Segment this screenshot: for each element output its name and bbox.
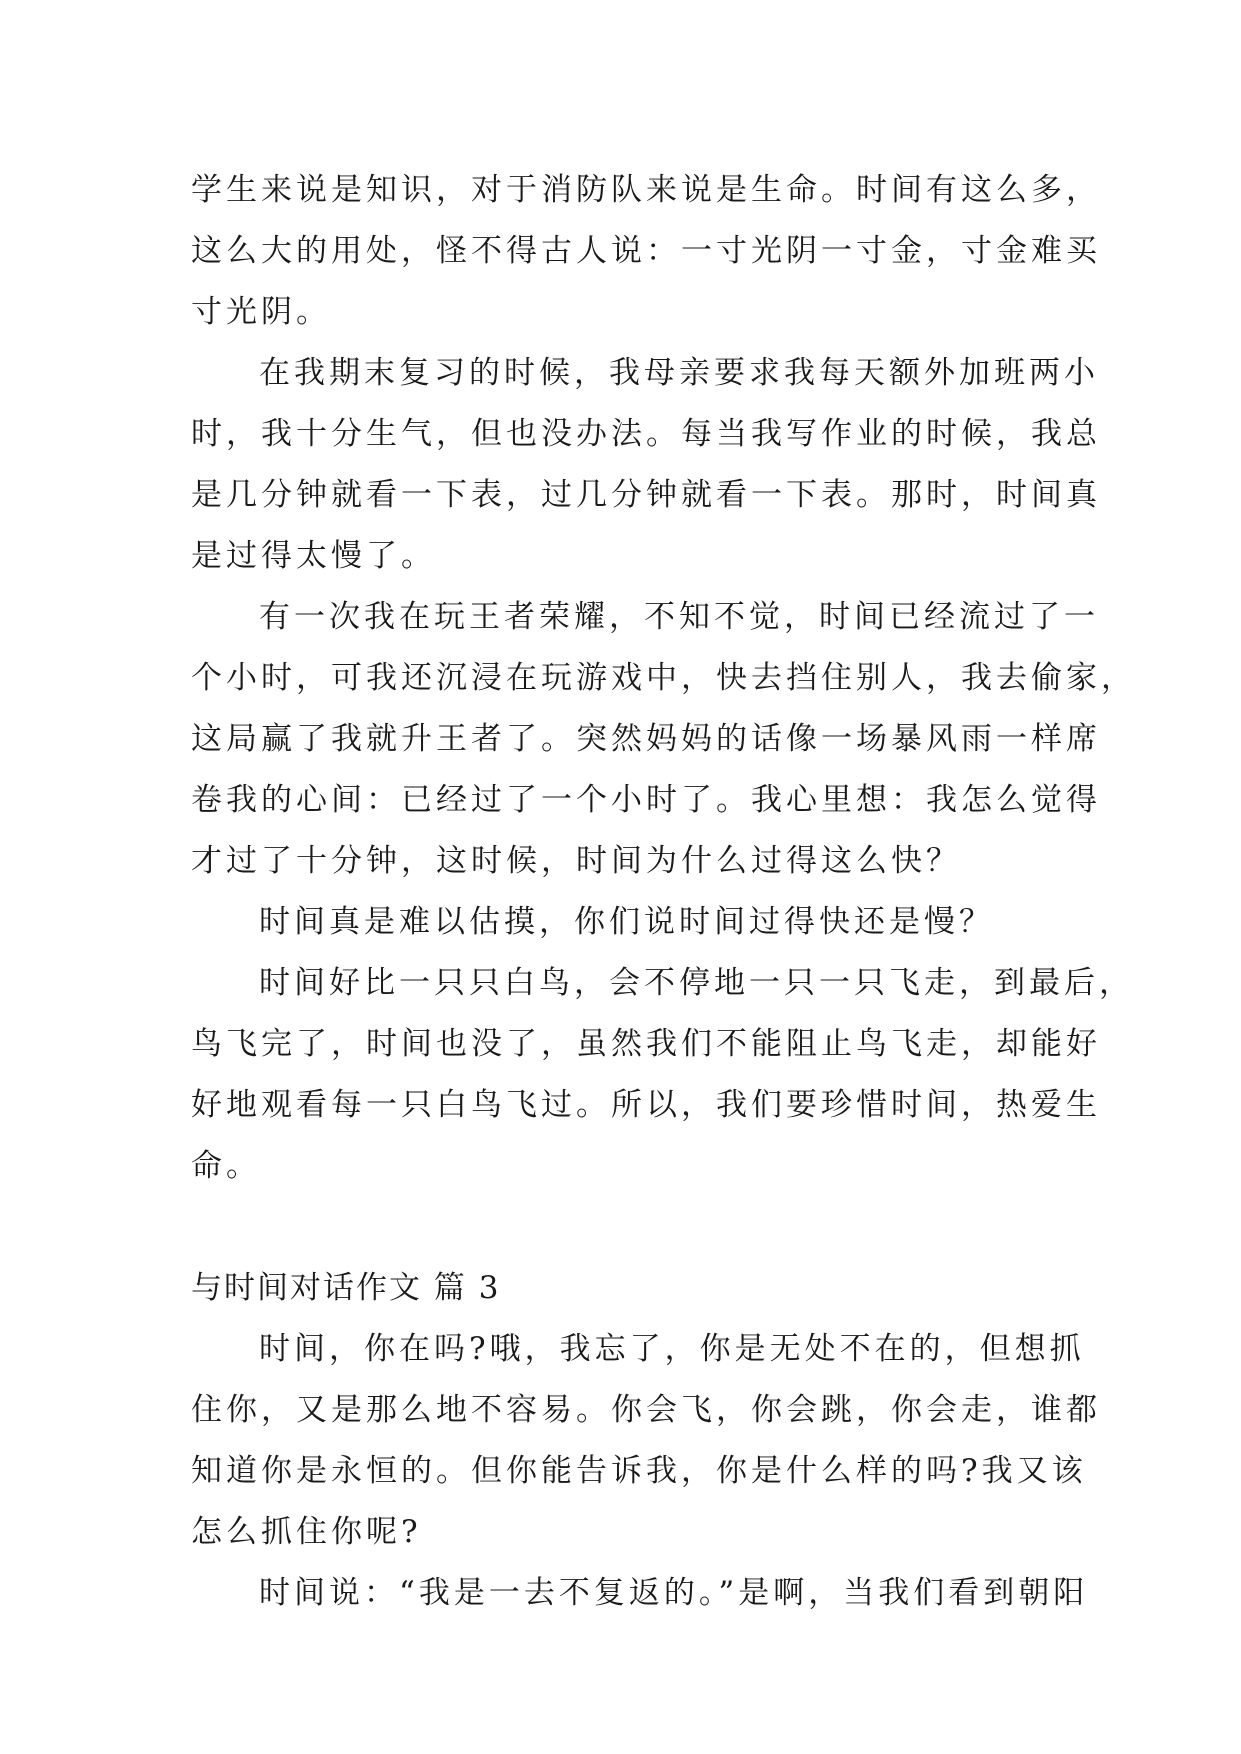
text-line: 这么大的用处，怪不得古人说：一寸光阴一寸金，寸金难买 [191, 233, 1101, 269]
essay-text [191, 160, 1136, 1624]
text-line: 这局赢了我就升王者了。突然妈妈的话像一场暴风雨一样席 [191, 721, 1101, 757]
text-line: 怎么抓住你呢? [191, 1514, 422, 1550]
text-line: 住你，又是那么地不容易。你会飞，你会跳，你会走，谁都 [191, 1392, 1101, 1428]
text-line: 学生来说是知识，对于消防队来说是生命。时间有这么多， [191, 172, 1101, 208]
text-line: 才过了十分钟，这时候，时间为什么过得这么快？ [191, 843, 961, 879]
section-heading: 与时间对话作文 篇 3 [191, 1270, 501, 1306]
text-line: 卷我的心间：已经过了一个小时了。我心里想：我怎么觉得 [191, 782, 1101, 818]
text-line: 是几分钟就看一下表，过几分钟就看一下表。那时，时间真 [191, 477, 1101, 513]
text-line: 个小时，可我还沉浸在玩游戏中，快去挡住别人，我去偷家， [191, 660, 1136, 696]
section-gap [191, 1197, 1071, 1258]
paragraph-first-line: 在我期末复习的时候，我母亲要求我每天额外加班两小 [259, 355, 1099, 391]
text-line: 命。 [191, 1148, 261, 1184]
paragraph-first-line: 有一次我在玩王者荣耀，不知不觉，时间已经流过了一 [259, 599, 1099, 635]
text-line: 是过得太慢了。 [191, 538, 436, 574]
paragraph-first-line: 时间，你在吗?哦，我忘了，你是无处不在的，但想抓 [259, 1331, 1085, 1367]
text-line: 寸光阴。 [191, 294, 331, 330]
paragraph-first-line: 时间好比一只只白鸟，会不停地一只一只飞走，到最后， [259, 965, 1134, 1001]
paragraph-first-line: 时间说：“我是一去不复返的。”是啊，当我们看到朝阳 [259, 1575, 1089, 1611]
paragraph-first-line: 时间真是难以估摸，你们说时间过得快还是慢？ [259, 904, 994, 940]
text-line: 鸟飞完了，时间也没了，虽然我们不能阻止鸟飞走，却能好 [191, 1026, 1101, 1062]
text-line: 好地观看每一只白鸟飞过。所以，我们要珍惜时间，热爱生 [191, 1087, 1101, 1123]
text-line: 知道你是永恒的。但你能告诉我，你是什么样的吗?我又该 [191, 1453, 1087, 1489]
text-line: 时，我十分生气，但也没办法。每当我写作业的时候，我总 [191, 416, 1101, 452]
